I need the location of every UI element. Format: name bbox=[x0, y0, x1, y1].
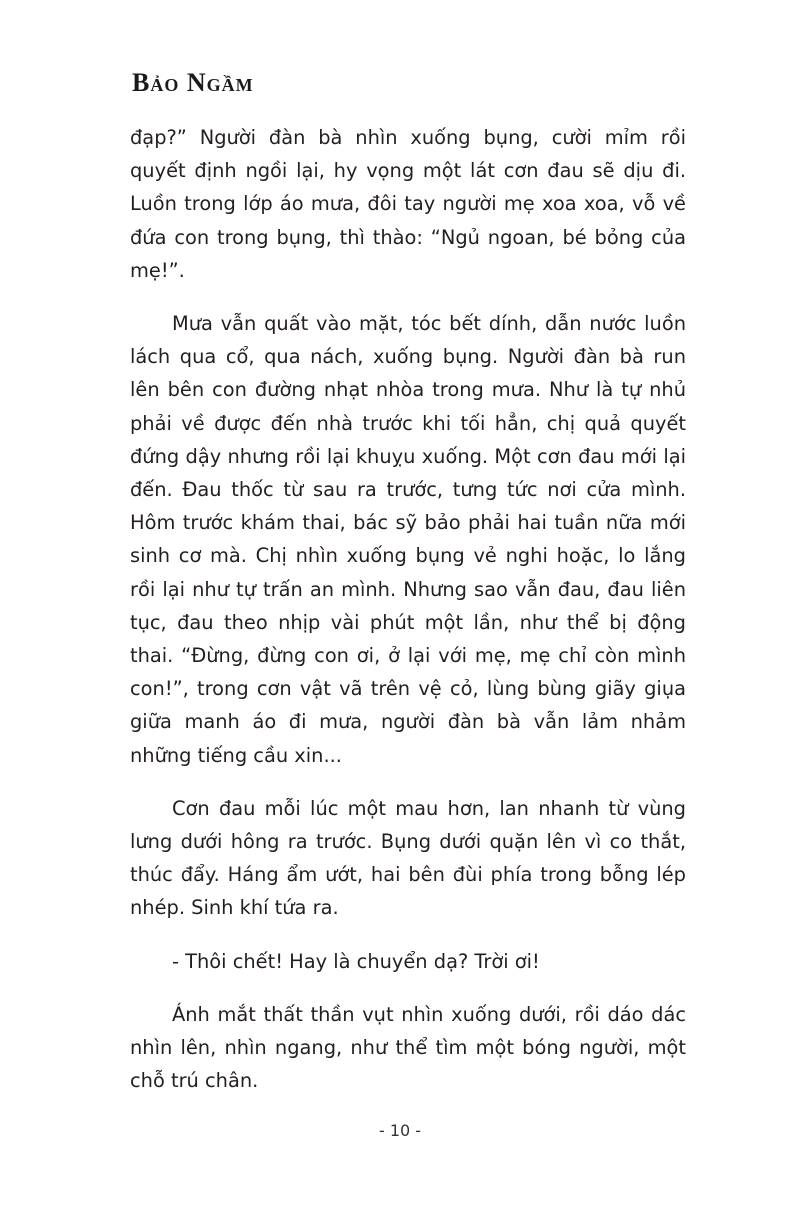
paragraph: Cơn đau mỗi lúc một mau hơn, lan nhanh từ vùng lưng dưới hông ra trước. Bụng dưới quặn lên vì co thắt, thúc đẩy. Háng ẩm ướt, hai bên đùi phía trong bỗng lép nhép. Sinh khí tứa ra. bbox=[130, 796, 686, 920]
page-number: - 10 - bbox=[378, 1121, 422, 1140]
dialogue-line: - Thôi chết! Hay là chuyển dạ? Trời ơi! bbox=[172, 949, 540, 973]
paragraph: Mưa vẫn quất vào mặt, tóc bết dính, dẫn nước luồn lách qua cổ, qua nách, xuống bụng. Người đàn bà run lên bên con đường nhạt nhòa trong mưa. Như là tự nhủ phải về được đến nhà trước khi tối hẳn, chị quả quyết đứng dậy nhưng rồi lại khuỵu xuống. Một cơn đau mới lại đến. Đau thốc từ sau ra trước, tưng tức nơi cửa mình. Hôm trước khám thai, bác sỹ bảo phải hai tuần nữa mới sinh cơ mà. Chị nhìn xuống bụng vẻ nghi hoặc, lo lắng rồi lại như tự trấn an mình. Nhưng sao vẫn đau, đau liên tục, đau theo nhịp vài phút một lần, như thể bị động thai. “Đừng, đừng con ơi, ở lại với mẹ, mẹ chỉ còn mình con!”, trong cơn vật vã trên vệ cỏ, lùng bùng giãy giụa giữa manh áo đi mưa, người đàn bà vẫn lảm nhảm những tiếng cầu xin... bbox=[130, 312, 686, 767]
paragraph-continuation: đạp?” Người đàn bà nhìn xuống bụng, cười mỉm rồi quyết định ngồi lại, hy vọng một lát cơn đau sẽ dịu đi. Luồn trong lớp áo mưa, đôi tay người mẹ xoa xoa, vỗ về đứa con trong bụng, thì thào: “Ngủ ngoan, bé bỏng của mẹ!”. bbox=[130, 126, 686, 282]
running-header-title: Bảo Ngầm bbox=[132, 68, 254, 97]
body-text bbox=[130, 121, 686, 1117]
paragraph: Ánh mắt thất thần vụt nhìn xuống dưới, rồi dáo dác nhìn lên, nhìn ngang, như thể tìm một bóng người, một chỗ trú chân. bbox=[130, 1002, 686, 1093]
